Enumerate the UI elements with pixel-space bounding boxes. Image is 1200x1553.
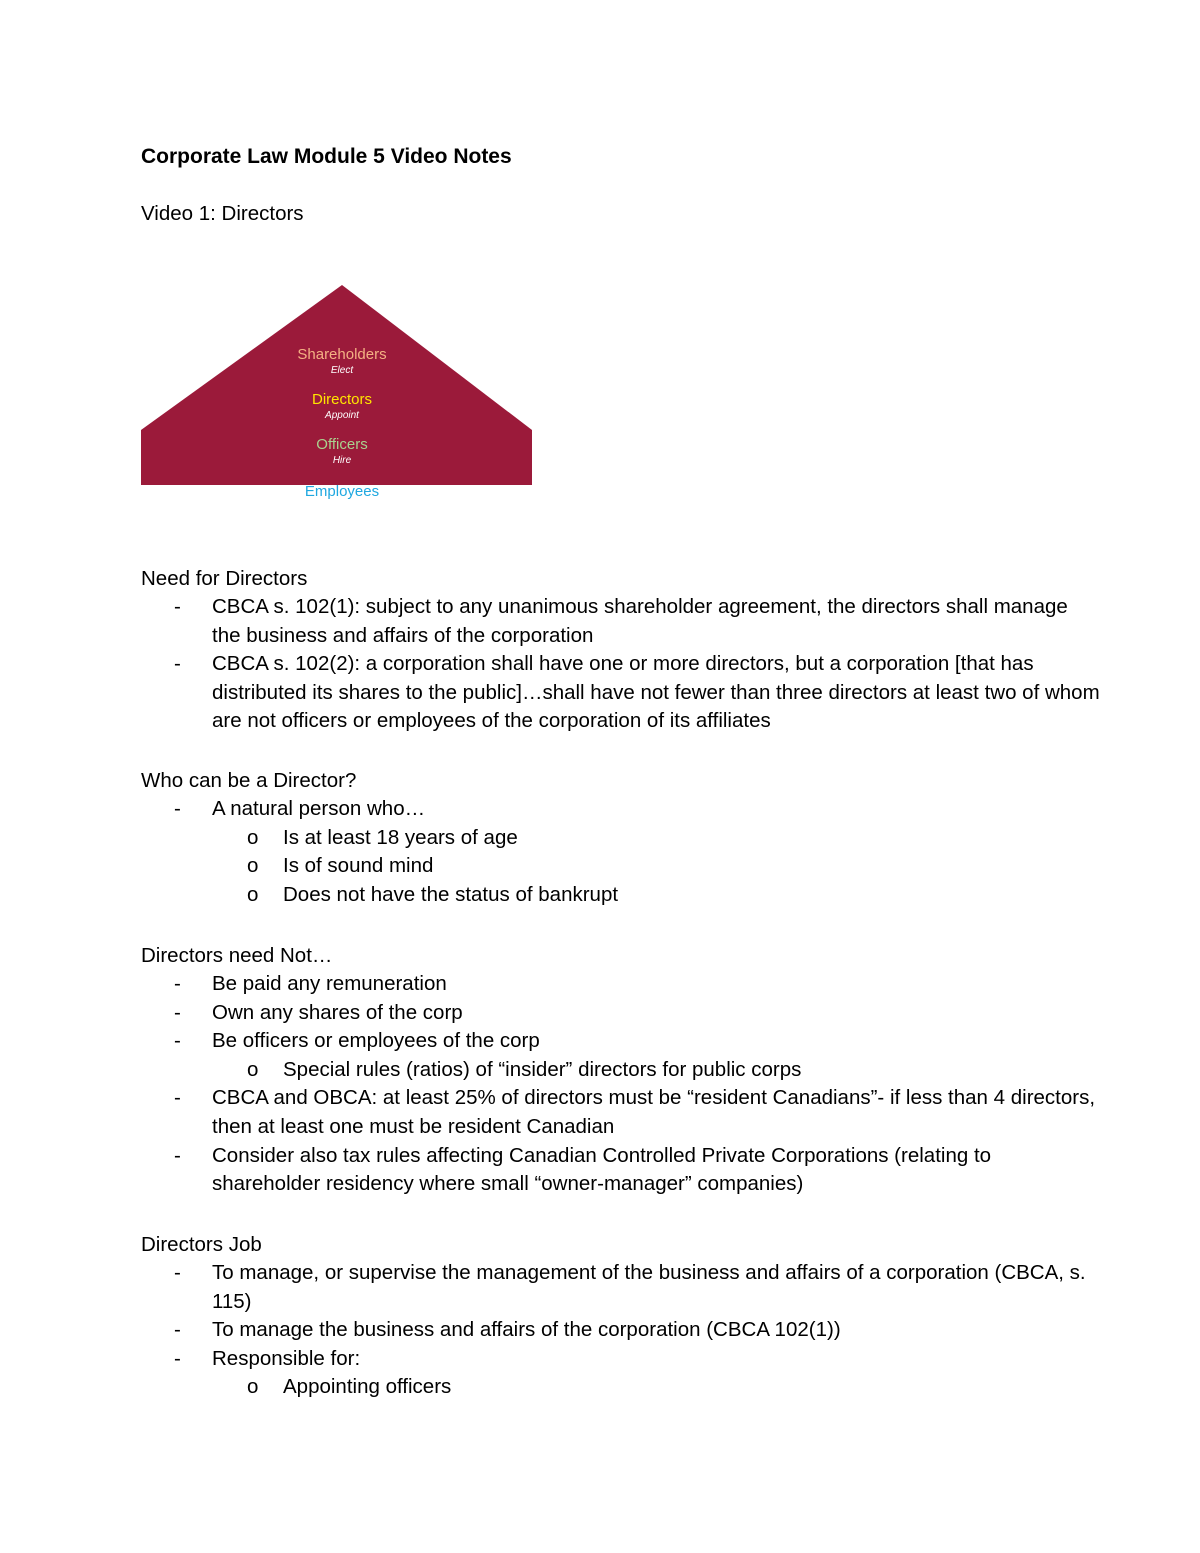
list-item-text: CBCA s. 102(1): subject to any unanimous shareholder agreement, the directors shall manage the business and affairs of the corporation [212,595,1068,647]
appoint-label: Appoint [325,410,359,421]
section-heading: Need for Directors [141,567,308,590]
section-need-for-directors [141,564,1101,736]
elect-label: Elect [330,365,354,376]
list-item-text: To manage the business and affairs of the corporation (CBCA 102(1)) [212,1318,841,1342]
list-item-text: Appointing officers [283,1375,452,1399]
list-item [141,999,1101,1028]
section-heading: Directors Job [141,1233,262,1256]
hire-label: Hire [332,455,352,466]
section-heading: Directors need Not… [141,944,333,967]
bullet-marker: o [247,854,259,878]
list-item [141,593,1101,650]
bullet-marker: - [174,1346,181,1370]
section-directors-need-not [141,941,1101,1199]
bullet-marker: o [247,1375,259,1399]
bullet-marker: o [247,882,259,906]
employees-label: Employees [304,483,380,500]
bullet-list [141,1259,1101,1402]
bullet-list [141,795,1101,909]
document-title: Corporate Law Module 5 Video Notes [141,145,512,168]
officers-label: Officers [316,436,368,453]
list-item [141,852,1101,881]
list-item-text: Is of sound mind [283,854,434,878]
list-item-text: A natural person who… [212,797,426,820]
section-heading: Who can be a Director? [141,769,357,792]
list-item [141,1316,1101,1345]
list-item-text: Own any shares of the corp [212,1000,463,1024]
bullet-marker: - [174,1318,181,1342]
document-subtitle: Video 1: Directors [141,202,304,225]
list-item [141,970,1101,999]
list-item-text: Be officers or employees of the corp [212,1029,540,1053]
bullet-marker: o [247,1057,259,1081]
bullet-marker: - [174,1086,181,1110]
section-directors-job [141,1230,1101,1402]
bullet-marker: - [174,1261,181,1284]
bullet-marker: o [247,825,259,849]
list-item [141,1345,1101,1374]
list-item [141,881,1101,910]
list-item [141,795,1101,824]
bullet-marker: - [174,1143,181,1167]
list-item-text: Be paid any remuneration [212,972,447,995]
hierarchy-triangle-svg [141,285,533,505]
bullet-marker: - [174,595,181,618]
list-item-text: Consider also tax rules affecting Canadian Controlled Private Corporations (relating to shareholder residency where small “owner-manager” companies) [212,1143,992,1196]
section-who-can-be-director [141,766,1101,909]
list-item [141,824,1101,853]
list-item [141,1084,1101,1141]
shareholders-label: Shareholders [297,346,387,363]
list-item-text: CBCA s. 102(2): a corporation shall have one or more directors, but a corporation [that has distributed its shares to the public]…shall have not fewer than three directors at least two of whom are not officers or employees of the corporation of its affiliates [212,652,1100,733]
list-item-text: Is at least 18 years of age [283,825,518,849]
list-item [141,1259,1101,1316]
list-item-text: Responsible for: [212,1346,361,1370]
list-item [141,650,1101,736]
list-item [141,1027,1101,1056]
list-item-text: To manage, or supervise the management of the business and affairs of a corporation (CBCA, s. 115) [212,1261,1086,1313]
list-item-text: Special rules (ratios) of “insider” directors for public corps [283,1057,802,1081]
list-item-text: Does not have the status of bankrupt [283,882,619,906]
bullet-marker: - [174,1000,181,1024]
bullet-marker: - [174,797,181,820]
hierarchy-diagram [141,285,533,505]
list-item [141,1373,1101,1402]
bullet-list [141,970,1101,1199]
list-item-text: CBCA and OBCA: at least 25% of directors must be “resident Canadians”- if less than 4 directors, then at least one must be resident Canadian [212,1086,1096,1138]
bullet-marker: - [174,1029,181,1053]
bullet-marker: - [174,972,181,995]
list-item [141,1142,1101,1199]
directors-label: Directors [311,391,373,408]
bullet-marker: - [174,652,181,676]
list-item [141,1056,1101,1085]
bullet-list [141,593,1101,736]
